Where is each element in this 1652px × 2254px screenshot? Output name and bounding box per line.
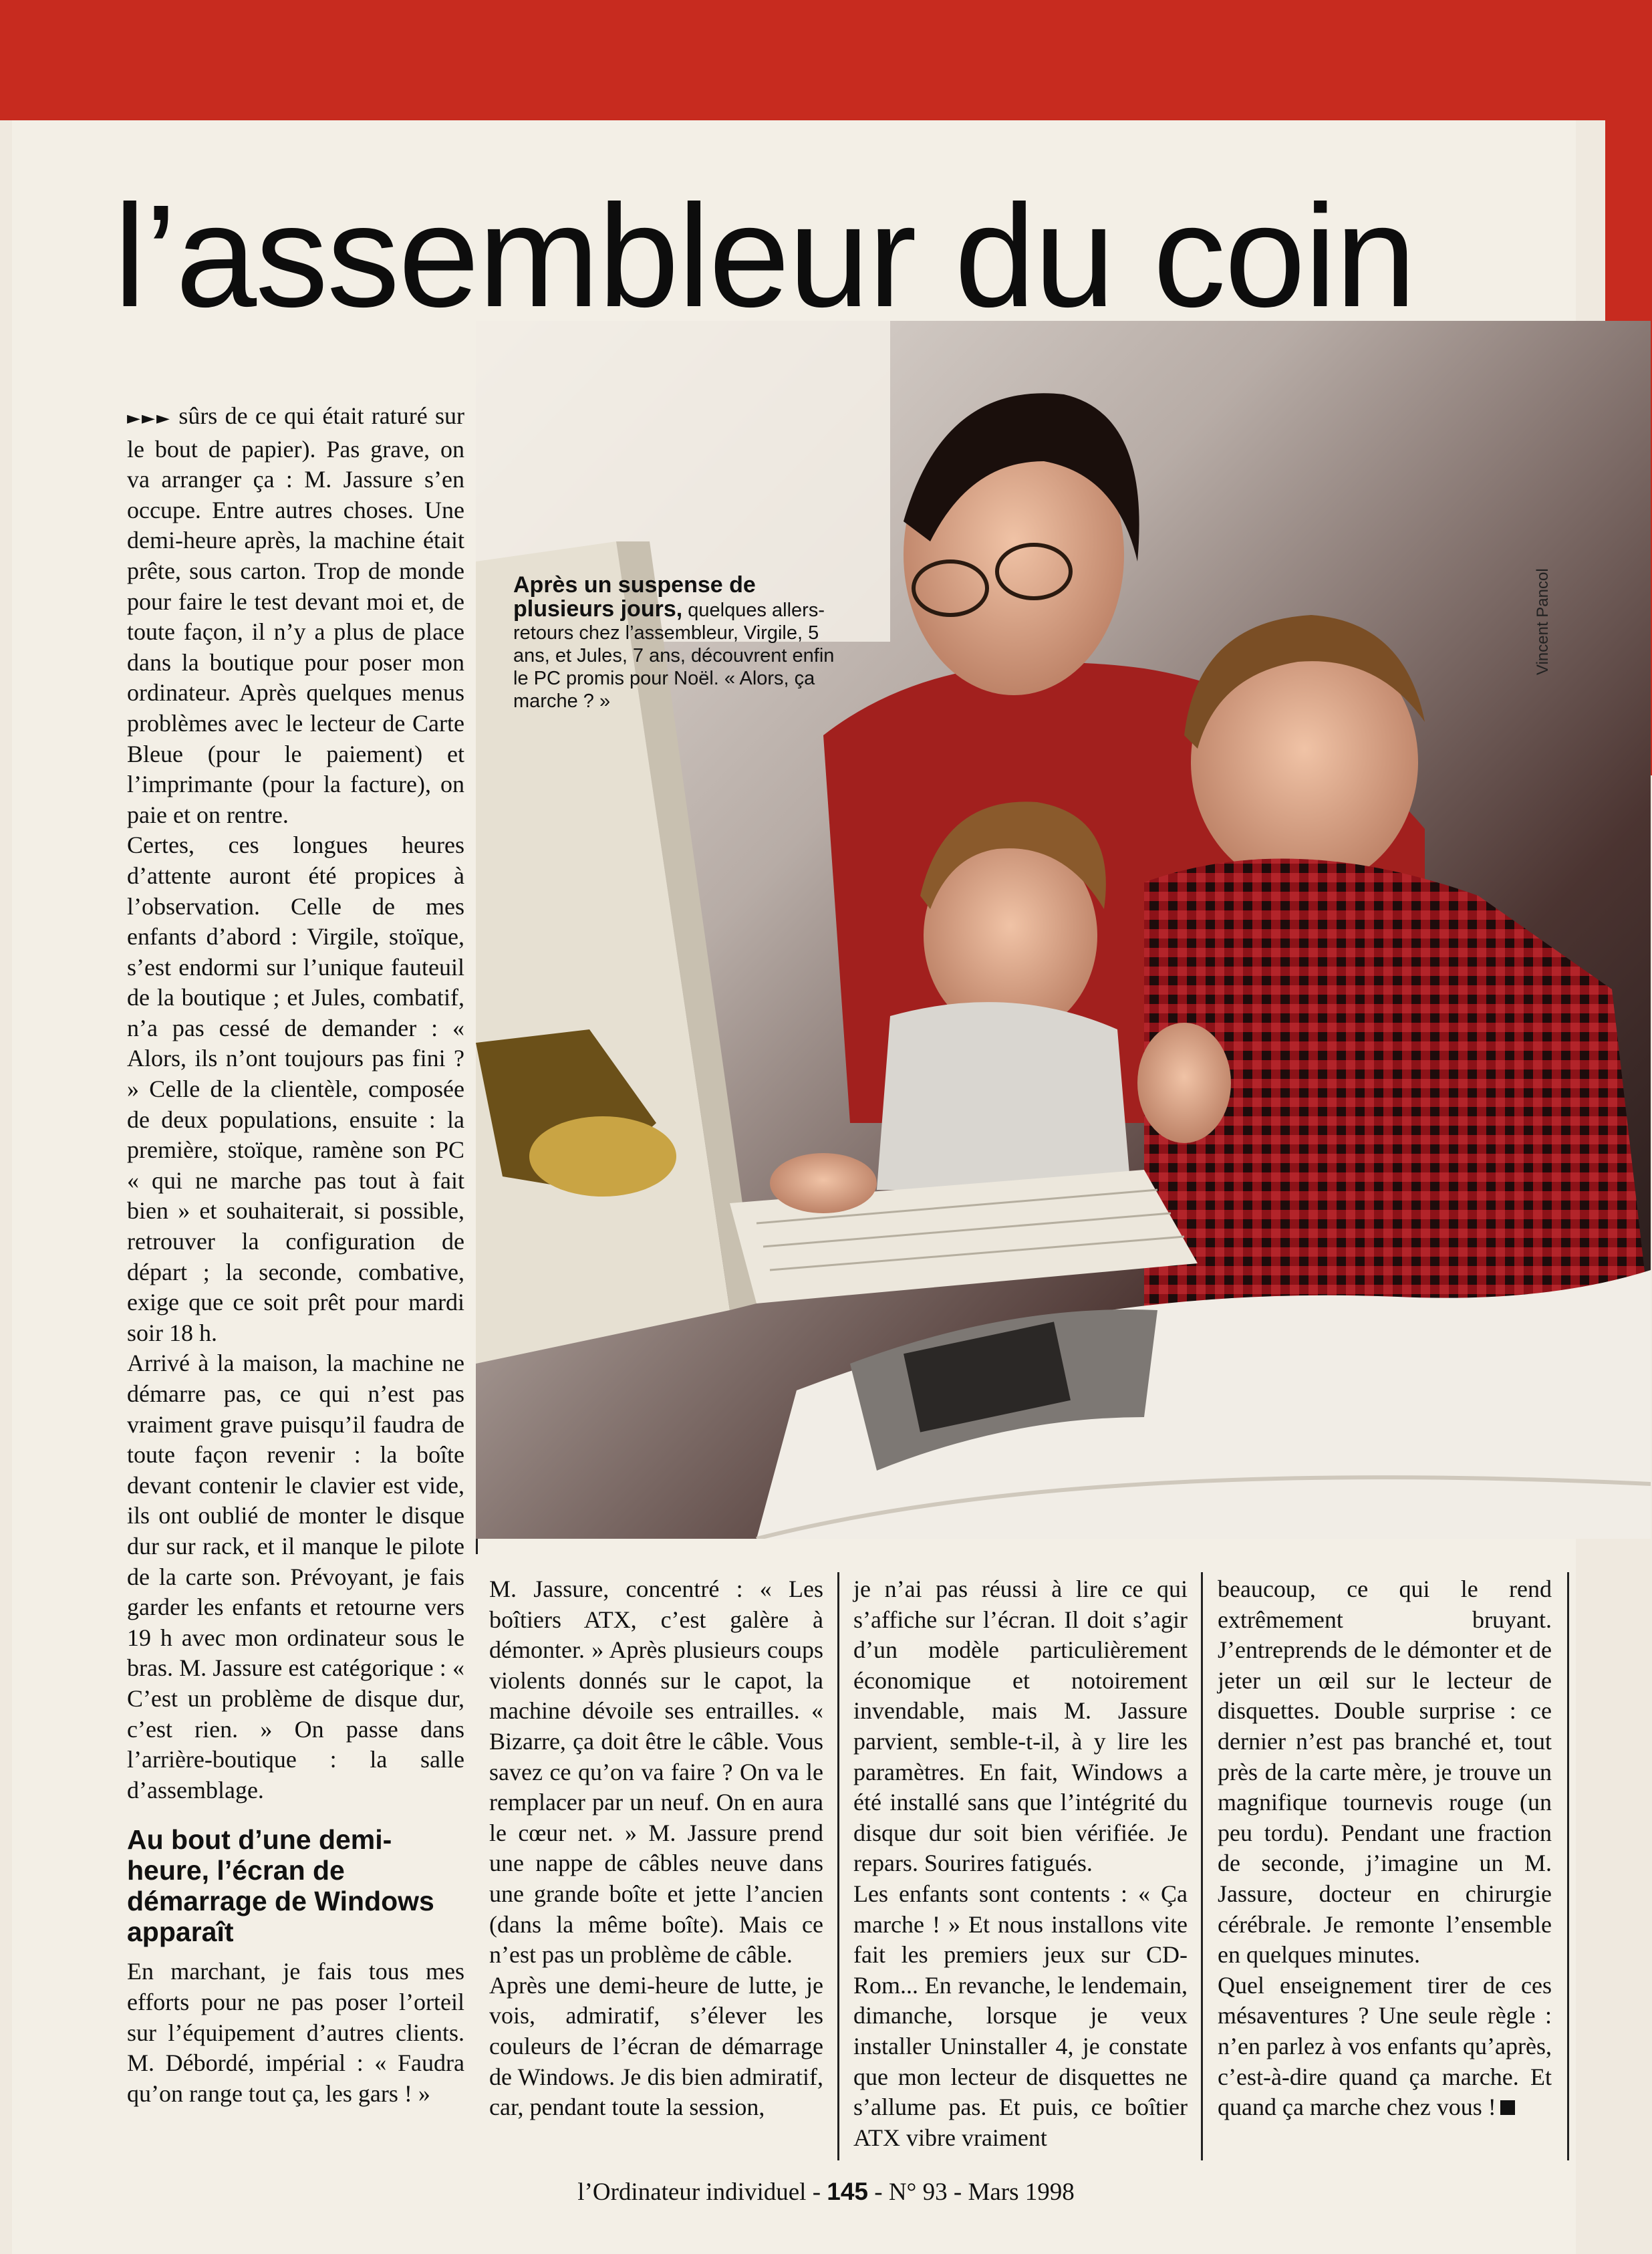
paragraph: En marchant, je fais tous mes efforts pour ne pas poser l’orteil sur l’équipement d’autres clients. M. Débordé, impérial : « Faudra qu’on range tout ça, les gars ! » xyxy=(127,1958,464,2107)
magazine-name: l’Ordinateur individuel xyxy=(577,2178,807,2206)
text-column-1 xyxy=(127,401,464,2109)
caption-text: quelques allers-retours chez l’assembleur, Virgile, 5 ans, et Jules, 7 ans, découvrent enfin le PC promis pour Noël. « Alors, ça marche ? » xyxy=(513,600,835,712)
article-title: l’assembleur du coin xyxy=(114,175,1415,338)
text-column-4 xyxy=(1218,1574,1552,2123)
photo-caption xyxy=(513,574,847,713)
text-column-3 xyxy=(853,1574,1188,2153)
text-column-2 xyxy=(489,1574,823,2123)
page-footer: l’Ordinateur individuel - 145 - N° 93 - Mars 1998 xyxy=(577,2178,1075,2206)
column-rule xyxy=(837,1572,839,2160)
paragraph: ►►► sûrs de ce qui était raturé sur le bout de papier). Pas grave, on va arranger ça : M. Jassure s’en occupe. Entre autres choses. Une demi-heure après, la machine était prête, sous carton. Trop de monde pour faire le test devant moi et, de toute façon, il n’y a plus de place dans la boutique pour poser mon ordinateur. Après quelques menus problèmes avec le lecteur de Carte Bleue (pour le paiement) et l’imprimante (pour la facture), on paie et on rentre. xyxy=(127,402,465,828)
paragraph: Les enfants sont contents : « Ça marche ! » Et nous installons vite fait les premiers jeux sur CD-Rom... En revanche, le lendemain, dimanche, lorsque je veux installer Uninstaller 4, je constate que mon lecteur de disquettes ne s’allume pas. Et puis, ce boîtier ATX vibre vraiment xyxy=(853,1880,1188,2151)
caption-lead: Après un suspense de plusieurs jours, xyxy=(513,572,756,622)
page-number: 145 xyxy=(827,2178,868,2205)
section-subhead: Au bout d’une demi-heure, l’écran de démarrage de Windows apparaît xyxy=(127,1824,434,1948)
paragraph: Arrivé à la maison, la machine ne démarre pas, ce qui n’est pas vraiment grave puisqu’il faudra de toute façon revenir : la boîte devant contenir le clavier est vide, ils ont oublié de monter le disque dur sur rack, et il manque le pilote de la carte son. Prévoyant, je fais garder les enfants et retourne vers 19 h avec mon ordinateur sous le bras. M. Jassure est catégorique : « C’est un problème de disque dur, c’est rien. » On passe dans l’arrière-boutique : la salle d’assemblage. xyxy=(127,1350,464,1803)
photo-illustration xyxy=(476,321,1651,1539)
top-color-band xyxy=(0,0,1652,120)
paragraph: je n’ai pas réussi à lire ce qui s’affiche sur l’écran. Il doit s’agir d’un modèle particulièrement économique et notoirement invendable, mais M. Jassure parvient, semble-t-il, à y lire les paramètres. En fait, Windows a été installé sans que l’intégrité du disque dur soit bien vérifiée. Je repars. Sourires fatigués. xyxy=(853,1576,1188,1877)
paragraph: Certes, ces longues heures d’attente auront été propices à l’observation. Celle de mes enfants d’abord : Virgile, stoïque, s’est endormi sur l’unique fauteuil de la boutique ; et Jules, combatif, n’a pas cessé de demander : « Alors, ils n’ont toujours pas fini ? » Celle de la clientèle, composée de deux populations, ensuite : la première, stoïque, ramène son PC « qui ne marche pas tout à fait bien » et souhaiterait, si possible, retrouver la configuration de départ ; la seconde, combative, exige que ce soit prêt pour mardi soir 18 h. xyxy=(127,832,464,1346)
end-of-article-mark xyxy=(1500,2100,1515,2115)
paragraph: Après une demi-heure de lutte, je vois, admiratif, s’élever les couleurs de l’écran de démarrage de Windows. Je dis bien admiratif, car, pendant toute la session, xyxy=(489,1971,823,2121)
article-photo xyxy=(476,321,1651,1539)
paragraph: beaucoup, ce qui le rend extrêmement bruyant. J’entreprends de le démonter et de jeter un œil sur le lecteur de disquettes. Double surprise : ce dernier n’est pas branché et, tout près de la carte mère, je trouve un magnifique tournevis rouge (un peu tordu). Pendant une fraction de seconde, j’imagine un M. Jassure, docteur en chirurgie cérébrale. Je remonte l’ensemble en quelques minutes. xyxy=(1218,1576,1552,1969)
issue-date: Mars 1998 xyxy=(968,2178,1075,2206)
paragraph: M. Jassure, concentré : « Les boîtiers ATX, c’est galère à démonter. » Après plusieurs coups violents donnés sur le capot, la machine dévoile ses entrailles. « Bizarre, ça doit être le câble. Vous savez ce qu’on va faire ? On va le remplacer par un neuf. On en aura le cœur net. » M. Jassure prend une nappe de câbles neuve dans une grande boîte et jette l’ancien (dans la même boîte). Mais ce n’est pas un problème de câble. xyxy=(489,1576,823,1969)
column-rule xyxy=(1567,1572,1569,2160)
photo-credit: Vincent Pancol xyxy=(1534,568,1552,675)
column-rule xyxy=(1201,1572,1203,2160)
continuation-marker: ►►► xyxy=(127,408,171,428)
paragraph: Quel enseignement tirer de ces mésaventures ? Une seule règle : n’en parlez à vos enfants qu’après, c’est-à-dire quand ça marche. Et quand ça marche chez vous ! xyxy=(1218,1971,1552,2121)
issue-number: N° 93 xyxy=(888,2178,948,2206)
